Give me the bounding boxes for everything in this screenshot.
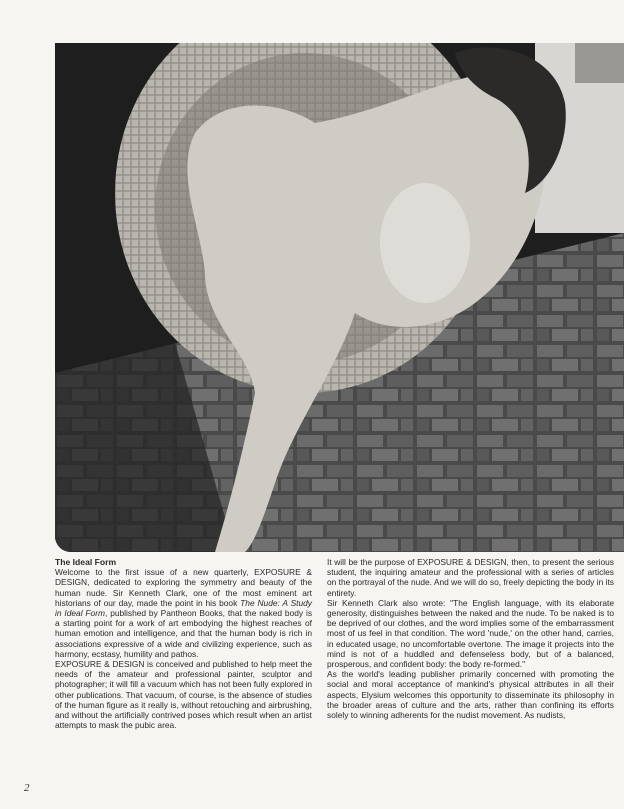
article-left-column bbox=[55, 557, 312, 730]
photo-illustration bbox=[55, 43, 624, 552]
article-paragraph: It will be the purpose of EXPOSURE & DESIGN, then, to present the serious student, the inquiring amateur and the professional with a series of articles on the portrayal of the nude. And we will do so, freely depicting the body in its entirety. bbox=[327, 557, 614, 598]
article-right-column bbox=[327, 557, 614, 720]
page-number: 2 bbox=[24, 782, 30, 794]
article-paragraph bbox=[55, 567, 312, 659]
article-paragraph: EXPOSURE & DESIGN is conceived and published to help meet the needs of the amateur and professional painter, sculptor and photographer; it will fill a vacuum which has not been fully explored in other publications. That vacuum, of course, is the absence of studies of the human figure as it really is, without retouching and airbrushing, and without the artificially contrived poses which result when an artist attempts to mask the pubic area. bbox=[55, 659, 312, 731]
paragraph-text: Welcome to the first issue of a new quarterly, EXPOSURE & DESIGN, dedicated to exploring the symmetry and beauty of the human nude. Sir Kenneth Clark, one of the most eminent art historians of our day, made the point in his book bbox=[55, 567, 312, 608]
article-paragraph: As the world's leading publisher primarily concerned with promoting the social and moral acceptance of mankind's physical attributes in all their aspects, Elysium welcomes this opportunity to disseminate its philosophy in the broader areas of culture and the arts, rather than confining its efforts solely to winning adherents for the nudist movement. As nudists, bbox=[327, 669, 614, 721]
article-paragraph: Sir Kenneth Clark also wrote: "The English language, with its elaborate generosity, distinguishes between the naked and the nude. To be naked is to be deprived of our clothes, and the word implies some of the embarrassment most of us feel in that condition. The word 'nude,' on the other hand, carries, in educated usage, no uncomfortable overtone. The image it projects into the mind is not of a huddled and defenseless body, but of a balanced, prosperous, and confident body: the body re-formed." bbox=[327, 597, 614, 670]
book-title: The Nude: A Study in Ideal Form bbox=[55, 597, 312, 619]
paragraph-text: , published by Pantheon Books, that the naked body is a starting point for a work of art embodying the highest reaches of human emotion and intelligence, and that the human body is rich in associations expressive of a wide and civilizing experience, such as harmony, ecstasy, humility and pathos. bbox=[55, 608, 313, 659]
article-heading: The Ideal Form bbox=[55, 557, 117, 567]
article-photo bbox=[55, 43, 624, 552]
